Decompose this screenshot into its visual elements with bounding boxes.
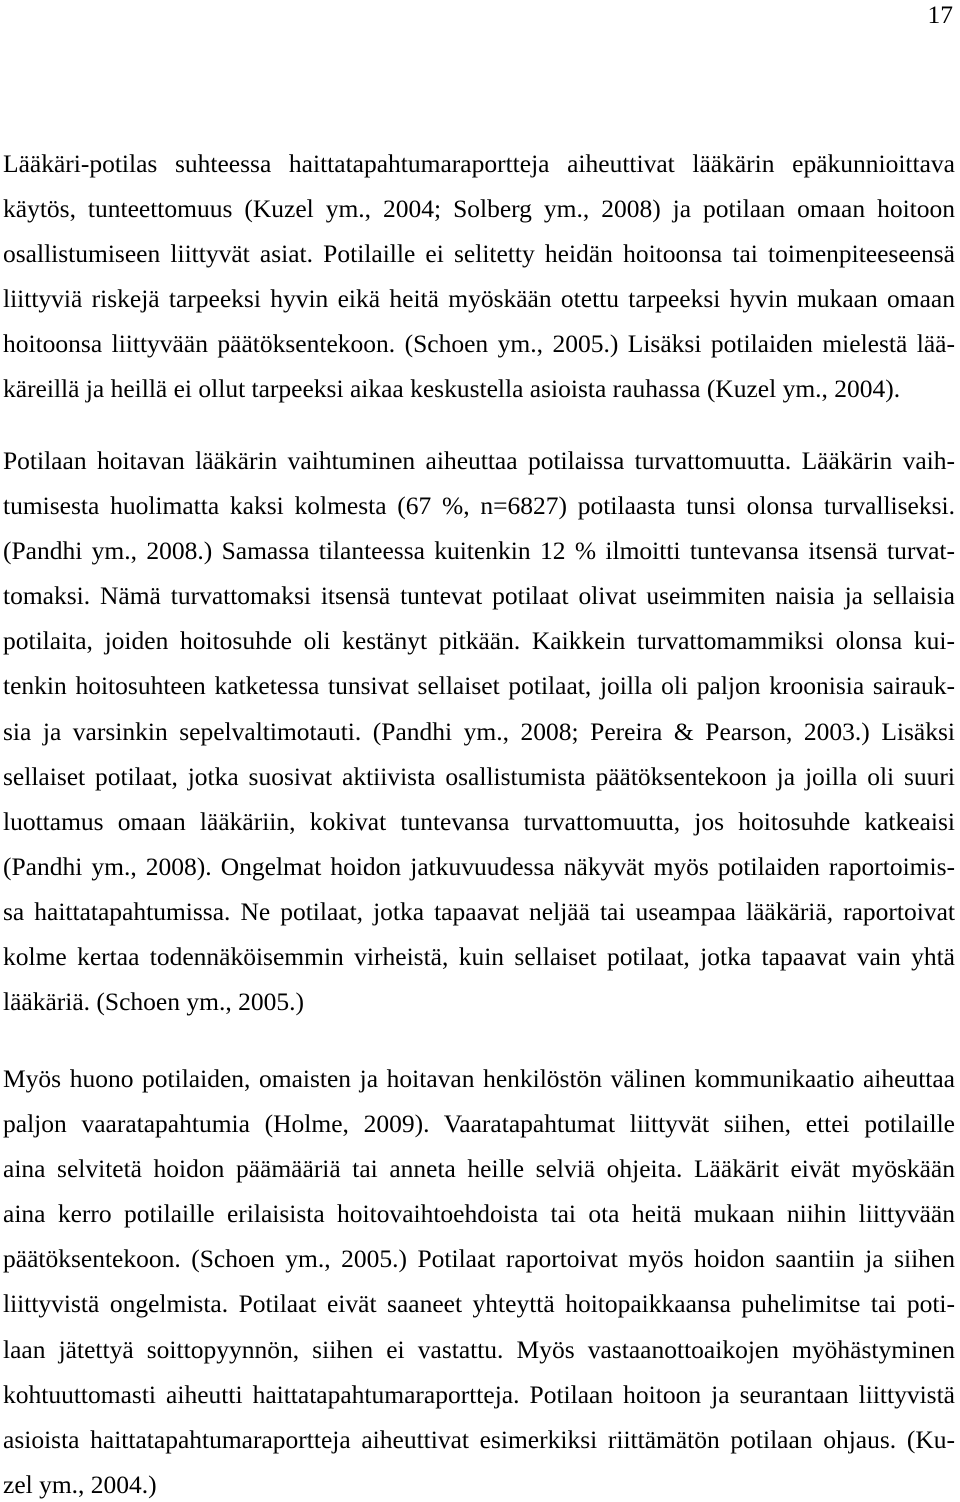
text-line: sia ja varsinkin sepelvaltimotauti. (Pandhi ym., 2008; Pereira & Pearson, 2003.) Lisäksi — [3, 716, 955, 746]
text-line: tomaksi. Nämä turvattomaksi itsensä tuntevat potilaat olivat useimmiten naisia ja sellaisia — [3, 581, 955, 611]
text-line: lääkäriä. (Schoen ym., 2005.) — [3, 987, 304, 1017]
text-line: aina kerro potilaille erilaisista hoitovaihtoehdoista tai ota heitä mukaan niihin liittyvään — [3, 1199, 955, 1229]
text-line: paljon vaaratapahtumia (Holme, 2009). Vaaratapahtumat liittyvät siihen, ettei potilaille — [3, 1109, 955, 1139]
text-line: liittyviä riskejä tarpeeksi hyvin eikä heitä myöskään otettu tarpeeksi hyvin mukaan omaan — [3, 284, 955, 314]
text-line: liittyvistä ongelmista. Potilaat eivät saaneet yhteyttä hoitopaikkaansa puhelimitse tai poti- — [3, 1289, 955, 1319]
text-line: tumisesta huolimatta kaksi kolmesta (67 %, n=6827) potilaasta tunsi olonsa turvalliseksi. — [3, 491, 955, 521]
text-line: osallistumiseen liittyvät asiat. Potilaille ei selitetty heidän hoitoonsa tai toimenpiteeseensä — [3, 239, 955, 269]
text-line: päätöksentekoon. (Schoen ym., 2005.) Potilaat raportoivat myös hoidon saantiin ja siihen — [3, 1244, 955, 1274]
text-line: asioista haittatapahtumaraportteja aiheuttivat esimerkiksi riittämätön potilaan ohjaus. (Ku- — [3, 1424, 955, 1454]
paragraph — [3, 446, 955, 1017]
text-line: Potilaan hoitavan lääkärin vaihtuminen aiheuttaa potilaissa turvattomuutta. Lääkärin vaih- — [3, 446, 955, 475]
text-line: hoitoonsa liittyvään päätöksentekoon. (Schoen ym., 2005.) Lisäksi potilaiden mielestä lää- — [3, 329, 955, 359]
text-line: kohtuuttomasti aiheutti haittatapahtumaraportteja. Potilaan hoitoon ja seurantaan liittyvistä — [3, 1379, 955, 1409]
text-line: käytös, tunteettomuus (Kuzel ym., 2004; Solberg ym., 2008) ja potilaan omaan hoitoon — [3, 194, 955, 224]
text-line: luottamus omaan lääkäriin, kokivat tuntevansa turvattomuutta, jos hoitosuhde katkeaisi — [3, 806, 955, 836]
page-number: 17 — [927, 0, 953, 29]
text-line: aina selvitetä hoidon päämääriä tai anneta heille selviä ohjeita. Lääkärit eivät myöskään — [3, 1154, 955, 1184]
text-line: käreillä ja heillä ei ollut tarpeeksi aikaa keskustella asioista rauhassa (Kuzel ym., 2004). — [3, 374, 901, 404]
text-line: Myös huono potilaiden, omaisten ja hoitavan henkilöstön välinen kommunikaatio aiheuttaa — [3, 1064, 955, 1093]
paragraph — [3, 149, 955, 404]
text-line: (Pandhi ym., 2008). Ongelmat hoidon jatkuvuudessa näkyvät myös potilaiden raportoimis- — [3, 851, 955, 881]
text-line: potilaita, joiden hoitosuhde oli kestänyt pitkään. Kaikkein turvattomammiksi olonsa kui- — [3, 626, 955, 656]
text-line: sellaiset potilaat, jotka suosivat aktiivista osallistumista päätöksentekoon ja joilla oli suuri — [3, 761, 955, 791]
text-line: (Pandhi ym., 2008.) Samassa tilanteessa kuitenkin 12 % ilmoitti tuntevansa itsensä turvat- — [3, 536, 955, 566]
text-line: kolme kertaa todennäköisemmin virheistä, kuin sellaiset potilaat, jotka tapaavat vain yhtä — [3, 942, 955, 972]
text-line: Lääkäri-potilas suhteessa haittatapahtumaraportteja aiheuttivat lääkärin epäkunnioittava — [3, 149, 955, 178]
text-line: zel ym., 2004.) — [3, 1469, 157, 1499]
paragraph — [3, 1064, 955, 1500]
text-line: tenkin hoitosuhteen katketessa tunsivat sellaiset potilaat, joilla oli paljon kroonisia sairauk- — [3, 671, 955, 701]
text-line: laan jätettyä soittopyynnön, siihen ei vastattu. Myös vastaanottoaikojen myöhästyminen — [3, 1334, 955, 1364]
text-line: sa haittatapahtumissa. Ne potilaat, jotka tapaavat neljää tai useampaa lääkäriä, raportoivat — [3, 896, 955, 926]
